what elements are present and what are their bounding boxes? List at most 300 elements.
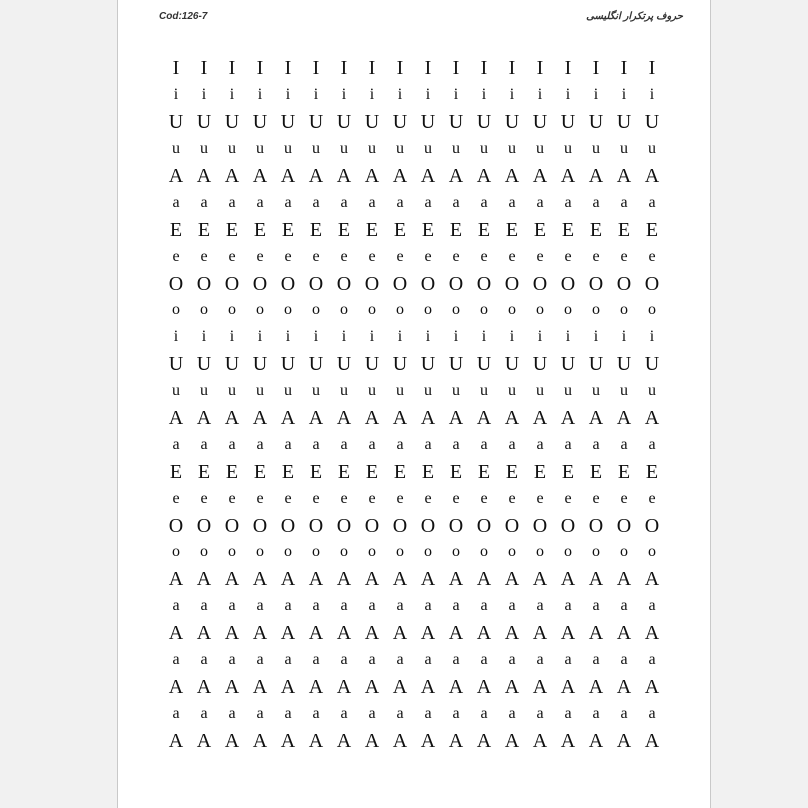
letter-cell: e: [284, 489, 292, 507]
letter-cell: a: [172, 435, 180, 453]
letter-cell: E: [337, 218, 351, 241]
letter-cell: o: [480, 301, 488, 319]
letter-cell: U: [532, 111, 548, 134]
letter-cell: E: [589, 460, 603, 483]
letter-cell: a: [200, 597, 208, 615]
letter-cell: A: [280, 407, 296, 430]
letter-cell: i: [369, 86, 375, 104]
letter-cell: U: [392, 353, 408, 376]
letter-cell: A: [308, 622, 324, 645]
letter-cell: o: [508, 301, 516, 319]
letter-row: [166, 297, 662, 324]
letter-cell: a: [312, 597, 320, 615]
letter-cell: A: [644, 675, 660, 698]
letter-cell: A: [532, 675, 548, 698]
letter-cell: A: [392, 407, 408, 430]
letter-cell: I: [172, 57, 180, 80]
letter-cell: a: [340, 651, 348, 669]
letter-cell: u: [172, 382, 180, 400]
letter-cell: A: [504, 622, 520, 645]
letter-cell: a: [424, 704, 432, 722]
letter-cell: e: [480, 247, 488, 265]
letter-cell: A: [308, 165, 324, 187]
letter-cell: u: [368, 140, 376, 158]
letter-cell: O: [616, 272, 632, 295]
letter-cell: A: [644, 407, 660, 430]
letter-row: [166, 566, 662, 593]
letter-cell: U: [476, 111, 492, 134]
letter-cell: o: [228, 543, 236, 561]
letter-cell: A: [476, 729, 492, 752]
letter-cell: E: [533, 460, 547, 483]
letter-cell: u: [424, 140, 432, 158]
letter-row: [166, 378, 662, 405]
letter-cell: a: [620, 704, 628, 722]
letter-cell: u: [592, 140, 600, 158]
letter-cell: a: [620, 193, 628, 211]
letter-cell: E: [421, 218, 435, 241]
letter-cell: E: [505, 218, 519, 241]
letter-cell: A: [420, 165, 436, 187]
letter-cell: u: [340, 382, 348, 400]
letter-cell: o: [536, 543, 544, 561]
letter-cell: u: [564, 140, 572, 158]
letter-cell: i: [257, 86, 263, 104]
letter-cell: E: [449, 218, 463, 241]
letter-cell: A: [616, 165, 632, 187]
letter-cell: E: [253, 460, 267, 483]
letter-cell: E: [617, 218, 631, 241]
letter-cell: e: [620, 247, 628, 265]
letter-cell: I: [620, 57, 628, 80]
letter-cell: a: [452, 651, 460, 669]
letter-cell: u: [620, 382, 628, 400]
letter-cell: U: [168, 353, 184, 376]
letter-cell: I: [368, 57, 376, 80]
letter-cell: a: [172, 704, 180, 722]
document-page: [117, 0, 711, 808]
letter-row: [166, 512, 662, 539]
letter-cell: A: [476, 622, 492, 645]
letter-cell: I: [256, 57, 264, 80]
letter-cell: U: [224, 353, 240, 376]
letter-cell: i: [453, 86, 459, 104]
letter-cell: e: [368, 247, 376, 265]
letter-cell: u: [312, 140, 320, 158]
letter-cell: A: [504, 165, 520, 187]
letter-cell: A: [560, 568, 576, 591]
letter-cell: O: [448, 514, 464, 537]
letter-cell: E: [281, 218, 295, 241]
letter-cell: O: [168, 514, 184, 537]
letter-cell: U: [308, 111, 324, 134]
letter-cell: a: [424, 651, 432, 669]
letter-cell: E: [169, 218, 183, 241]
letter-cell: U: [588, 111, 604, 134]
letter-cell: A: [616, 729, 632, 752]
letter-cell: a: [200, 193, 208, 211]
letter-cell: u: [564, 382, 572, 400]
letter-cell: E: [533, 218, 547, 241]
letter-cell: A: [224, 675, 240, 698]
letter-cell: U: [224, 111, 240, 134]
letter-cell: e: [256, 247, 264, 265]
letter-cell: e: [648, 247, 656, 265]
letter-cell: A: [280, 729, 296, 752]
letter-cell: o: [256, 543, 264, 561]
letter-row: [166, 216, 662, 243]
letter-cell: i: [173, 86, 179, 104]
letter-cell: U: [504, 111, 520, 134]
letter-cell: O: [336, 514, 352, 537]
letter-cell: i: [201, 86, 207, 104]
letter-cell: e: [228, 247, 236, 265]
letter-cell: A: [224, 568, 240, 591]
letter-cell: U: [448, 111, 464, 134]
letter-cell: a: [620, 651, 628, 669]
letter-cell: A: [280, 675, 296, 698]
letter-cell: E: [477, 218, 491, 241]
letter-cell: A: [252, 622, 268, 645]
letter-cell: E: [393, 460, 407, 483]
letter-cell: a: [648, 651, 656, 669]
letter-cell: a: [424, 597, 432, 615]
letter-cell: O: [224, 514, 240, 537]
letter-cell: A: [504, 729, 520, 752]
letter-row: [166, 109, 662, 136]
letter-cell: e: [424, 489, 432, 507]
letter-cell: e: [396, 489, 404, 507]
letter-cell: u: [480, 382, 488, 400]
letter-cell: O: [392, 272, 408, 295]
letter-cell: U: [560, 353, 576, 376]
letter-row: [166, 351, 662, 378]
letter-cell: a: [172, 651, 180, 669]
letter-cell: a: [536, 704, 544, 722]
letter-cell: I: [452, 57, 460, 80]
letter-cell: A: [168, 729, 184, 752]
letter-cell: u: [284, 382, 292, 400]
letter-cell: o: [536, 301, 544, 319]
letter-cell: A: [588, 729, 604, 752]
letter-cell: i: [621, 328, 627, 346]
letter-row: [166, 163, 662, 190]
letter-cell: a: [536, 597, 544, 615]
letter-cell: u: [368, 382, 376, 400]
letter-cell: a: [396, 597, 404, 615]
letter-cell: a: [228, 651, 236, 669]
letter-cell: A: [168, 407, 184, 430]
letter-cell: O: [448, 272, 464, 295]
letter-cell: A: [560, 165, 576, 187]
letter-cell: a: [256, 193, 264, 211]
letter-cell: u: [200, 140, 208, 158]
letter-cell: o: [368, 301, 376, 319]
letter-cell: O: [420, 514, 436, 537]
letter-cell: A: [504, 407, 520, 430]
letter-cell: e: [536, 247, 544, 265]
letter-cell: U: [420, 353, 436, 376]
letter-cell: e: [256, 489, 264, 507]
letter-cell: e: [424, 247, 432, 265]
letter-cell: a: [508, 704, 516, 722]
letter-cell: a: [312, 193, 320, 211]
letter-cell: O: [280, 272, 296, 295]
letter-cell: I: [200, 57, 208, 80]
letter-cell: i: [229, 86, 235, 104]
letter-cell: E: [169, 460, 183, 483]
letter-cell: A: [504, 675, 520, 698]
letter-cell: A: [532, 622, 548, 645]
letter-cell: e: [172, 247, 180, 265]
letter-cell: O: [560, 272, 576, 295]
letter-cell: o: [592, 301, 600, 319]
letter-cell: A: [420, 675, 436, 698]
letter-cell: U: [616, 353, 632, 376]
letter-cell: o: [340, 301, 348, 319]
letter-cell: a: [592, 651, 600, 669]
letter-cell: a: [564, 597, 572, 615]
letter-cell: A: [364, 165, 380, 187]
letter-cell: A: [420, 622, 436, 645]
letter-cell: a: [340, 435, 348, 453]
letter-cell: I: [312, 57, 320, 80]
letter-cell: i: [537, 86, 543, 104]
letter-cell: i: [369, 328, 375, 346]
letter-cell: e: [564, 247, 572, 265]
letter-cell: a: [480, 597, 488, 615]
letter-cell: A: [336, 675, 352, 698]
letter-cell: E: [337, 460, 351, 483]
letter-cell: a: [368, 435, 376, 453]
letter-cell: i: [285, 328, 291, 346]
letter-cell: a: [256, 597, 264, 615]
letter-cell: a: [536, 193, 544, 211]
letter-cell: U: [336, 111, 352, 134]
letter-cell: i: [593, 86, 599, 104]
letter-cell: i: [313, 328, 319, 346]
letter-cell: o: [284, 543, 292, 561]
letter-cell: e: [508, 247, 516, 265]
letter-cell: i: [397, 86, 403, 104]
letter-cell: A: [196, 622, 212, 645]
letter-cell: a: [312, 435, 320, 453]
letter-cell: o: [200, 301, 208, 319]
letter-cell: U: [392, 111, 408, 134]
letter-cell: O: [504, 272, 520, 295]
letter-cell: a: [284, 704, 292, 722]
letter-cell: u: [312, 382, 320, 400]
letter-cell: A: [616, 675, 632, 698]
letter-row: [166, 727, 662, 754]
letter-cell: A: [364, 675, 380, 698]
letter-cell: O: [308, 272, 324, 295]
letter-cell: a: [648, 597, 656, 615]
letter-cell: a: [620, 597, 628, 615]
letter-cell: e: [564, 489, 572, 507]
letter-cell: a: [452, 435, 460, 453]
letter-cell: E: [309, 460, 323, 483]
letter-cell: u: [648, 140, 656, 158]
letter-cell: A: [448, 407, 464, 430]
letter-cell: A: [364, 622, 380, 645]
letter-cell: I: [564, 57, 572, 80]
letter-grid: [166, 55, 662, 754]
letter-cell: a: [284, 193, 292, 211]
letter-cell: E: [365, 218, 379, 241]
letter-cell: I: [284, 57, 292, 80]
letter-cell: o: [424, 301, 432, 319]
letter-cell: a: [200, 704, 208, 722]
letter-cell: a: [396, 435, 404, 453]
letter-cell: u: [340, 140, 348, 158]
letter-cell: a: [340, 193, 348, 211]
letter-cell: O: [504, 514, 520, 537]
letter-cell: U: [560, 111, 576, 134]
letter-cell: A: [476, 165, 492, 187]
letter-cell: E: [505, 460, 519, 483]
letter-cell: A: [448, 729, 464, 752]
letter-cell: E: [197, 460, 211, 483]
letter-cell: A: [196, 568, 212, 591]
letter-row: [166, 136, 662, 163]
letter-cell: A: [196, 675, 212, 698]
letter-cell: E: [281, 460, 295, 483]
letter-cell: U: [364, 111, 380, 134]
letter-cell: i: [173, 328, 179, 346]
letter-cell: A: [224, 165, 240, 187]
letter-cell: O: [252, 514, 268, 537]
document-title: حروف پرتکرار انگلیسی: [586, 11, 683, 22]
letter-cell: O: [280, 514, 296, 537]
letter-cell: U: [252, 111, 268, 134]
letter-cell: U: [308, 353, 324, 376]
letter-cell: u: [508, 140, 516, 158]
letter-cell: i: [481, 328, 487, 346]
letter-cell: A: [280, 165, 296, 187]
letter-cell: a: [172, 193, 180, 211]
letter-cell: e: [396, 247, 404, 265]
letter-cell: E: [197, 218, 211, 241]
letter-cell: U: [336, 353, 352, 376]
letter-cell: E: [561, 218, 575, 241]
letter-cell: A: [588, 622, 604, 645]
letter-cell: e: [200, 247, 208, 265]
letter-row: [166, 405, 662, 432]
letter-cell: a: [648, 193, 656, 211]
letter-cell: u: [284, 140, 292, 158]
letter-cell: a: [592, 435, 600, 453]
letter-cell: A: [280, 622, 296, 645]
letter-cell: I: [396, 57, 404, 80]
letter-cell: i: [565, 328, 571, 346]
letter-cell: O: [532, 272, 548, 295]
letter-cell: a: [536, 435, 544, 453]
letter-cell: e: [536, 489, 544, 507]
letter-cell: o: [396, 301, 404, 319]
letter-cell: A: [588, 165, 604, 187]
letter-cell: a: [424, 193, 432, 211]
letter-cell: U: [364, 353, 380, 376]
letter-cell: A: [196, 165, 212, 187]
letter-cell: A: [448, 165, 464, 187]
letter-cell: a: [452, 193, 460, 211]
letter-row: [166, 431, 662, 458]
letter-cell: A: [224, 407, 240, 430]
letter-cell: I: [480, 57, 488, 80]
letter-cell: U: [476, 353, 492, 376]
letter-cell: O: [532, 514, 548, 537]
letter-cell: o: [312, 543, 320, 561]
letter-cell: e: [592, 247, 600, 265]
letter-cell: U: [644, 353, 660, 376]
letter-cell: u: [424, 382, 432, 400]
letter-cell: a: [396, 704, 404, 722]
letter-cell: A: [392, 622, 408, 645]
letter-cell: O: [588, 272, 604, 295]
letter-cell: e: [508, 489, 516, 507]
letter-cell: e: [648, 489, 656, 507]
letter-cell: E: [365, 460, 379, 483]
letter-cell: a: [368, 651, 376, 669]
letter-cell: A: [420, 729, 436, 752]
letter-row: [166, 458, 662, 485]
letter-cell: A: [476, 407, 492, 430]
letter-row: [166, 673, 662, 700]
letter-cell: A: [644, 165, 660, 187]
letter-cell: i: [285, 86, 291, 104]
letter-cell: a: [312, 704, 320, 722]
letter-cell: a: [592, 704, 600, 722]
letter-cell: e: [340, 489, 348, 507]
letter-cell: o: [592, 543, 600, 561]
letter-cell: o: [172, 301, 180, 319]
letter-cell: u: [536, 140, 544, 158]
letter-cell: U: [644, 111, 660, 134]
letter-cell: A: [644, 729, 660, 752]
letter-cell: a: [564, 651, 572, 669]
letter-cell: O: [588, 514, 604, 537]
letter-cell: U: [420, 111, 436, 134]
letter-cell: u: [256, 140, 264, 158]
letter-cell: a: [480, 193, 488, 211]
letter-cell: U: [196, 353, 212, 376]
letter-cell: O: [560, 514, 576, 537]
letter-cell: a: [480, 651, 488, 669]
letter-cell: U: [532, 353, 548, 376]
letter-cell: a: [452, 597, 460, 615]
letter-cell: A: [196, 407, 212, 430]
letter-cell: i: [453, 328, 459, 346]
letter-cell: a: [620, 435, 628, 453]
letter-cell: i: [649, 86, 655, 104]
letter-row: [166, 700, 662, 727]
letter-cell: e: [312, 247, 320, 265]
letter-cell: O: [364, 514, 380, 537]
letter-cell: o: [452, 543, 460, 561]
letter-cell: A: [560, 729, 576, 752]
letter-cell: a: [508, 597, 516, 615]
letter-cell: u: [508, 382, 516, 400]
letter-cell: u: [172, 140, 180, 158]
letter-cell: o: [648, 301, 656, 319]
letter-cell: i: [621, 86, 627, 104]
letter-cell: a: [480, 435, 488, 453]
letter-cell: i: [341, 328, 347, 346]
letter-cell: a: [396, 651, 404, 669]
letter-row: [166, 270, 662, 297]
letter-row: [166, 593, 662, 620]
